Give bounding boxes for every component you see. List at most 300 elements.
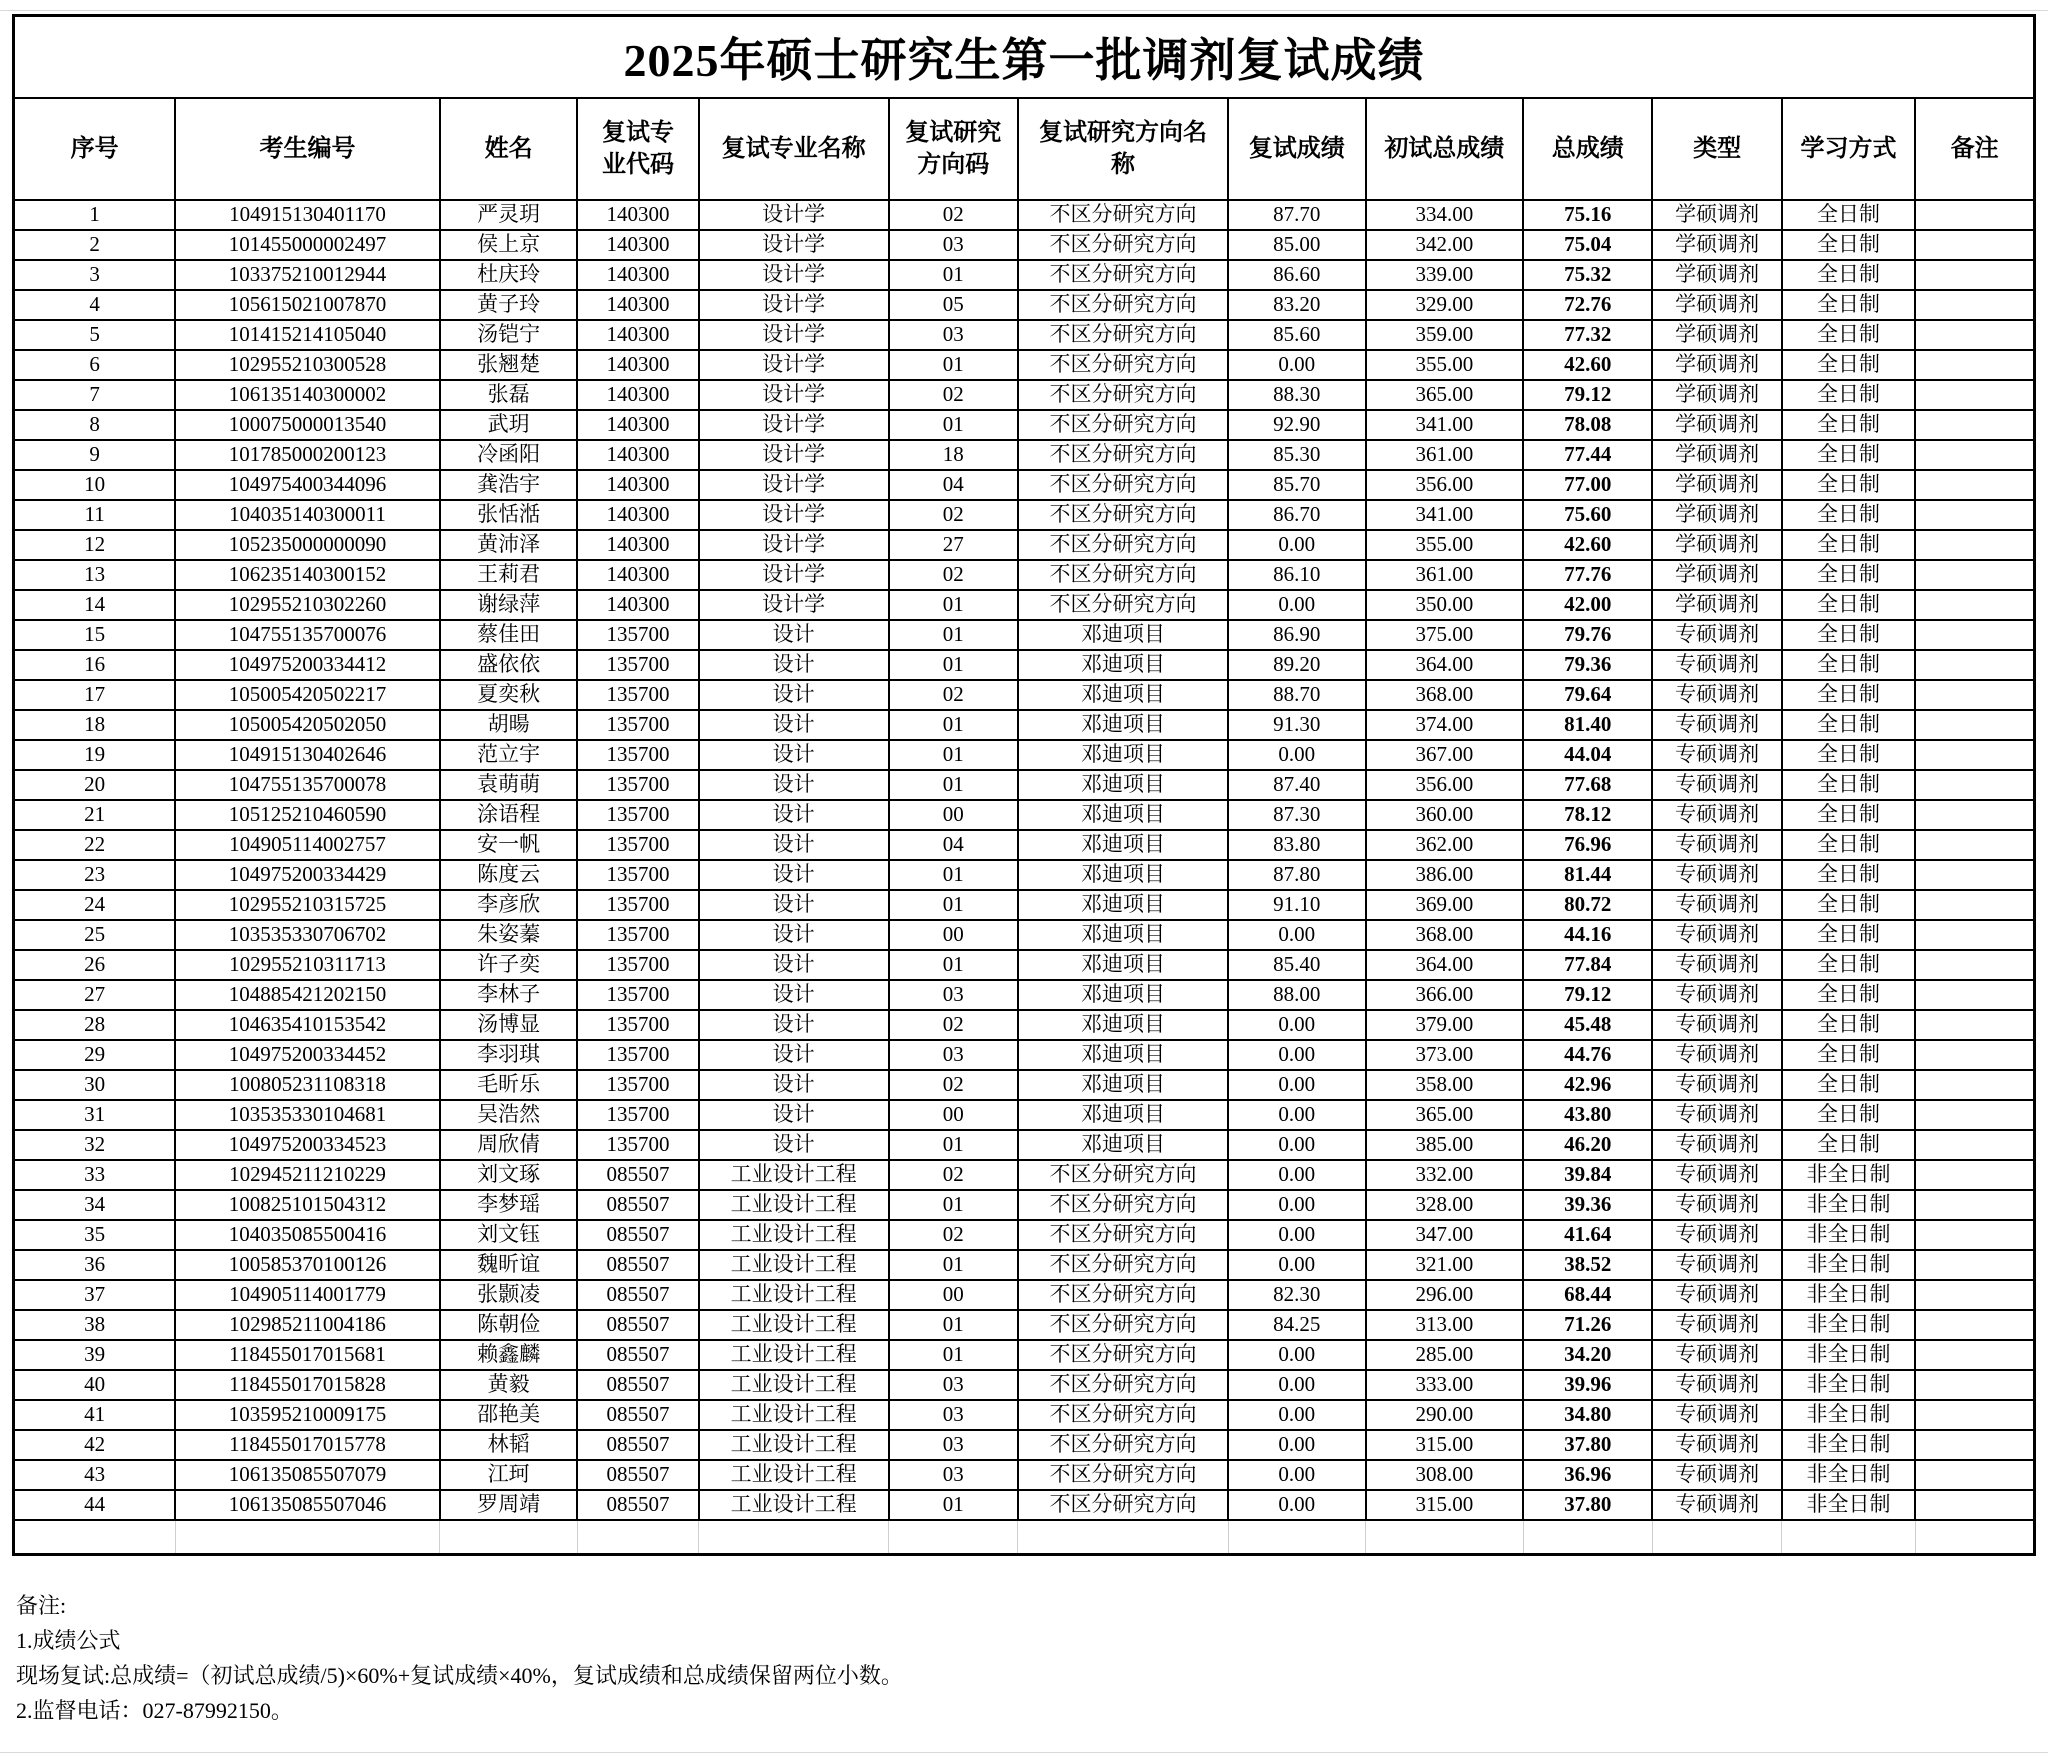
cell-r9-c12 xyxy=(1915,440,2034,470)
cell-r27-c3: 135700 xyxy=(577,980,698,1010)
cell-r23-c3: 135700 xyxy=(577,860,698,890)
cell-r5-c3: 140300 xyxy=(577,320,698,350)
table-row xyxy=(14,1190,2035,1220)
cell-r23-c1: 104975200334429 xyxy=(175,860,440,890)
cell-r2-c11: 全日制 xyxy=(1782,230,1915,260)
cell-r20-c12 xyxy=(1915,770,2034,800)
cell-r32-c11: 全日制 xyxy=(1782,1130,1915,1160)
cell-r27-c2: 李林子 xyxy=(440,980,577,1010)
cell-r5-c7: 85.60 xyxy=(1228,320,1365,350)
cell-r6-c9: 42.60 xyxy=(1523,350,1652,380)
cell-r11-c1: 104035140300011 xyxy=(175,500,440,530)
cell-r12-c3: 140300 xyxy=(577,530,698,560)
cell-r38-c3: 085507 xyxy=(577,1310,698,1340)
cell-r43-c4: 工业设计工程 xyxy=(699,1460,889,1490)
cell-r43-c8: 308.00 xyxy=(1366,1460,1524,1490)
cell-r4-c2: 黄子玲 xyxy=(440,290,577,320)
cell-r4-c5: 05 xyxy=(889,290,1018,320)
cell-r21-c1: 105125210460590 xyxy=(175,800,440,830)
cell-r26-c8: 364.00 xyxy=(1366,950,1524,980)
cell-r37-c3: 085507 xyxy=(577,1280,698,1310)
cell-r30-c12 xyxy=(1915,1070,2034,1100)
cell-r33-c12 xyxy=(1915,1160,2034,1190)
cell-r13-c10: 学硕调剂 xyxy=(1652,560,1781,590)
cell-r43-c11: 非全日制 xyxy=(1782,1460,1915,1490)
cell-r1-c4: 设计学 xyxy=(699,200,889,230)
cell-r24-c10: 专硕调剂 xyxy=(1652,890,1781,920)
cell-r33-c8: 332.00 xyxy=(1366,1160,1524,1190)
table-row xyxy=(14,920,2035,950)
cell-r9-c11: 全日制 xyxy=(1782,440,1915,470)
cell-r36-c10: 专硕调剂 xyxy=(1652,1250,1781,1280)
cell-r9-c2: 冷函阳 xyxy=(440,440,577,470)
cell-r20-c4: 设计 xyxy=(699,770,889,800)
cell-r14-c1: 102955210302260 xyxy=(175,590,440,620)
cell-r28-c4: 设计 xyxy=(699,1010,889,1040)
cell-r32-c4: 设计 xyxy=(699,1130,889,1160)
cell-r38-c5: 01 xyxy=(889,1310,1018,1340)
cell-r5-c0: 5 xyxy=(14,320,176,350)
cell-r16-c8: 364.00 xyxy=(1366,650,1524,680)
table-row xyxy=(14,1340,2035,1370)
cell-r25-c0: 25 xyxy=(14,920,176,950)
cell-r30-c3: 135700 xyxy=(577,1070,698,1100)
cell-r25-c6: 邓迪项目 xyxy=(1018,920,1228,950)
cell-r8-c1: 100075000013540 xyxy=(175,410,440,440)
cell-r20-c11: 全日制 xyxy=(1782,770,1915,800)
cell-r37-c10: 专硕调剂 xyxy=(1652,1280,1781,1310)
cell-r2-c10: 学硕调剂 xyxy=(1652,230,1781,260)
cell-r8-c11: 全日制 xyxy=(1782,410,1915,440)
cell-r18-c9: 81.40 xyxy=(1523,710,1652,740)
cell-r4-c11: 全日制 xyxy=(1782,290,1915,320)
cell-r26-c12 xyxy=(1915,950,2034,980)
cell-r22-c10: 专硕调剂 xyxy=(1652,830,1781,860)
cell-r27-c5: 03 xyxy=(889,980,1018,1010)
cell-r21-c6: 邓迪项目 xyxy=(1018,800,1228,830)
cell-r6-c5: 01 xyxy=(889,350,1018,380)
cell-r18-c12 xyxy=(1915,710,2034,740)
cell-r22-c9: 76.96 xyxy=(1523,830,1652,860)
cell-r37-c0: 37 xyxy=(14,1280,176,1310)
cell-r35-c6: 不区分研究方向 xyxy=(1018,1220,1228,1250)
cell-r18-c11: 全日制 xyxy=(1782,710,1915,740)
cell-r11-c5: 02 xyxy=(889,500,1018,530)
cell-r10-c2: 龚浩宇 xyxy=(440,470,577,500)
cell-r15-c0: 15 xyxy=(14,620,176,650)
cell-r44-c6: 不区分研究方向 xyxy=(1018,1490,1228,1520)
cell-r28-c5: 02 xyxy=(889,1010,1018,1040)
cell-r30-c0: 30 xyxy=(14,1070,176,1100)
scores-table xyxy=(12,14,2036,1556)
cell-r34-c1: 100825101504312 xyxy=(175,1190,440,1220)
cell-r42-c9: 37.80 xyxy=(1523,1430,1652,1460)
cell-r16-c2: 盛依依 xyxy=(440,650,577,680)
cell-r15-c12 xyxy=(1915,620,2034,650)
cell-r12-c10: 学硕调剂 xyxy=(1652,530,1781,560)
cell-r8-c2: 武玥 xyxy=(440,410,577,440)
cell-r3-c7: 86.60 xyxy=(1228,260,1365,290)
table-row xyxy=(14,980,2035,1010)
cell-r20-c1: 104755135700078 xyxy=(175,770,440,800)
cell-r17-c10: 专硕调剂 xyxy=(1652,680,1781,710)
cell-r30-c7: 0.00 xyxy=(1228,1070,1365,1100)
cell-r28-c3: 135700 xyxy=(577,1010,698,1040)
cell-r19-c11: 全日制 xyxy=(1782,740,1915,770)
cell-r25-c5: 00 xyxy=(889,920,1018,950)
cell-r35-c12 xyxy=(1915,1220,2034,1250)
cell-r15-c11: 全日制 xyxy=(1782,620,1915,650)
cell-r5-c2: 汤铠宁 xyxy=(440,320,577,350)
cell-r33-c2: 刘文琢 xyxy=(440,1160,577,1190)
table-row xyxy=(14,1100,2035,1130)
cell-r29-c11: 全日制 xyxy=(1782,1040,1915,1070)
cell-r24-c8: 369.00 xyxy=(1366,890,1524,920)
cell-r12-c7: 0.00 xyxy=(1228,530,1365,560)
cell-r13-c8: 361.00 xyxy=(1366,560,1524,590)
cell-r30-c5: 02 xyxy=(889,1070,1018,1100)
cell-r12-c12 xyxy=(1915,530,2034,560)
cell-r3-c4: 设计学 xyxy=(699,260,889,290)
cell-r41-c2: 邵艳美 xyxy=(440,1400,577,1430)
cell-r29-c5: 03 xyxy=(889,1040,1018,1070)
cell-r30-c10: 专硕调剂 xyxy=(1652,1070,1781,1100)
cell-r39-c4: 工业设计工程 xyxy=(699,1340,889,1370)
cell-r10-c0: 10 xyxy=(14,470,176,500)
cell-r36-c9: 38.52 xyxy=(1523,1250,1652,1280)
cell-r31-c9: 43.80 xyxy=(1523,1100,1652,1130)
cell-r13-c6: 不区分研究方向 xyxy=(1018,560,1228,590)
cell-r27-c8: 366.00 xyxy=(1366,980,1524,1010)
cell-r3-c1: 103375210012944 xyxy=(175,260,440,290)
table-row xyxy=(14,230,2035,260)
table-row xyxy=(14,1250,2035,1280)
cell-r11-c7: 86.70 xyxy=(1228,500,1365,530)
cell-r44-c3: 085507 xyxy=(577,1490,698,1520)
cell-r28-c10: 专硕调剂 xyxy=(1652,1010,1781,1040)
cell-r16-c5: 01 xyxy=(889,650,1018,680)
excel-gridline-bottom xyxy=(0,1752,2048,1753)
cell-r29-c4: 设计 xyxy=(699,1040,889,1070)
cell-r13-c11: 全日制 xyxy=(1782,560,1915,590)
cell-r12-c1: 105235000000090 xyxy=(175,530,440,560)
cell-r39-c9: 34.20 xyxy=(1523,1340,1652,1370)
cell-r39-c7: 0.00 xyxy=(1228,1340,1365,1370)
table-row xyxy=(14,440,2035,470)
footer-notes xyxy=(16,1588,903,1728)
cell-r6-c6: 不区分研究方向 xyxy=(1018,350,1228,380)
cell-r10-c10: 学硕调剂 xyxy=(1652,470,1781,500)
cell-r22-c12 xyxy=(1915,830,2034,860)
cell-r3-c8: 339.00 xyxy=(1366,260,1524,290)
cell-r4-c3: 140300 xyxy=(577,290,698,320)
cell-r18-c5: 01 xyxy=(889,710,1018,740)
cell-r13-c7: 86.10 xyxy=(1228,560,1365,590)
cell-r6-c10: 学硕调剂 xyxy=(1652,350,1781,380)
column-header-6: 复试研究方向名称 xyxy=(1018,98,1228,200)
table-row xyxy=(14,1040,2035,1070)
cell-r11-c12 xyxy=(1915,500,2034,530)
cell-r9-c1: 101785000200123 xyxy=(175,440,440,470)
cell-r30-c2: 毛昕乐 xyxy=(440,1070,577,1100)
cell-r28-c7: 0.00 xyxy=(1228,1010,1365,1040)
cell-r29-c9: 44.76 xyxy=(1523,1040,1652,1070)
cell-r21-c9: 78.12 xyxy=(1523,800,1652,830)
cell-r41-c7: 0.00 xyxy=(1228,1400,1365,1430)
cell-r40-c7: 0.00 xyxy=(1228,1370,1365,1400)
cell-r38-c4: 工业设计工程 xyxy=(699,1310,889,1340)
cell-r17-c3: 135700 xyxy=(577,680,698,710)
cell-r9-c5: 18 xyxy=(889,440,1018,470)
cell-r14-c2: 谢绿萍 xyxy=(440,590,577,620)
cell-r44-c10: 专硕调剂 xyxy=(1652,1490,1781,1520)
cell-r21-c11: 全日制 xyxy=(1782,800,1915,830)
cell-r5-c12 xyxy=(1915,320,2034,350)
cell-r19-c6: 邓迪项目 xyxy=(1018,740,1228,770)
cell-r22-c4: 设计 xyxy=(699,830,889,860)
cell-r30-c6: 邓迪项目 xyxy=(1018,1070,1228,1100)
cell-r12-c4: 设计学 xyxy=(699,530,889,560)
table-row xyxy=(14,1370,2035,1400)
cell-r16-c10: 专硕调剂 xyxy=(1652,650,1781,680)
cell-r42-c12 xyxy=(1915,1430,2034,1460)
cell-r8-c4: 设计学 xyxy=(699,410,889,440)
cell-r31-c2: 吴浩然 xyxy=(440,1100,577,1130)
cell-r5-c11: 全日制 xyxy=(1782,320,1915,350)
cell-r11-c0: 11 xyxy=(14,500,176,530)
table-row xyxy=(14,1490,2035,1520)
cell-r19-c2: 范立宇 xyxy=(440,740,577,770)
cell-r23-c12 xyxy=(1915,860,2034,890)
cell-r21-c10: 专硕调剂 xyxy=(1652,800,1781,830)
cell-r19-c8: 367.00 xyxy=(1366,740,1524,770)
cell-r43-c3: 085507 xyxy=(577,1460,698,1490)
cell-r15-c10: 专硕调剂 xyxy=(1652,620,1781,650)
column-header-5: 复试研究方向码 xyxy=(889,98,1018,200)
cell-r36-c8: 321.00 xyxy=(1366,1250,1524,1280)
cell-r37-c12 xyxy=(1915,1280,2034,1310)
table-row xyxy=(14,500,2035,530)
cell-r5-c10: 学硕调剂 xyxy=(1652,320,1781,350)
cell-r12-c5: 27 xyxy=(889,530,1018,560)
cell-r42-c5: 03 xyxy=(889,1430,1018,1460)
cell-r38-c6: 不区分研究方向 xyxy=(1018,1310,1228,1340)
cell-r10-c8: 356.00 xyxy=(1366,470,1524,500)
cell-r39-c2: 赖鑫麟 xyxy=(440,1340,577,1370)
cell-r20-c8: 356.00 xyxy=(1366,770,1524,800)
cell-r25-c8: 368.00 xyxy=(1366,920,1524,950)
cell-r39-c3: 085507 xyxy=(577,1340,698,1370)
cell-r23-c11: 全日制 xyxy=(1782,860,1915,890)
table-row xyxy=(14,530,2035,560)
cell-r12-c8: 355.00 xyxy=(1366,530,1524,560)
cell-r33-c5: 02 xyxy=(889,1160,1018,1190)
cell-r18-c7: 91.30 xyxy=(1228,710,1365,740)
cell-r29-c7: 0.00 xyxy=(1228,1040,1365,1070)
cell-r9-c4: 设计学 xyxy=(699,440,889,470)
cell-r32-c8: 385.00 xyxy=(1366,1130,1524,1160)
cell-r44-c7: 0.00 xyxy=(1228,1490,1365,1520)
column-header-9: 总成绩 xyxy=(1523,98,1652,200)
cell-r33-c9: 39.84 xyxy=(1523,1160,1652,1190)
cell-r17-c12 xyxy=(1915,680,2034,710)
cell-r2-c7: 85.00 xyxy=(1228,230,1365,260)
cell-r26-c9: 77.84 xyxy=(1523,950,1652,980)
cell-r28-c2: 汤博显 xyxy=(440,1010,577,1040)
cell-r19-c4: 设计 xyxy=(699,740,889,770)
cell-r34-c0: 34 xyxy=(14,1190,176,1220)
cell-r33-c11: 非全日制 xyxy=(1782,1160,1915,1190)
cell-r29-c8: 373.00 xyxy=(1366,1040,1524,1070)
cell-r6-c7: 0.00 xyxy=(1228,350,1365,380)
cell-r41-c6: 不区分研究方向 xyxy=(1018,1400,1228,1430)
cell-r3-c12 xyxy=(1915,260,2034,290)
cell-r8-c9: 78.08 xyxy=(1523,410,1652,440)
cell-r9-c6: 不区分研究方向 xyxy=(1018,440,1228,470)
cell-r41-c3: 085507 xyxy=(577,1400,698,1430)
cell-r44-c11: 非全日制 xyxy=(1782,1490,1915,1520)
cell-r14-c7: 0.00 xyxy=(1228,590,1365,620)
cell-r40-c4: 工业设计工程 xyxy=(699,1370,889,1400)
cell-r25-c4: 设计 xyxy=(699,920,889,950)
cell-r14-c0: 14 xyxy=(14,590,176,620)
cell-r1-c7: 87.70 xyxy=(1228,200,1365,230)
cell-r9-c9: 77.44 xyxy=(1523,440,1652,470)
cell-r26-c10: 专硕调剂 xyxy=(1652,950,1781,980)
cell-r29-c6: 邓迪项目 xyxy=(1018,1040,1228,1070)
cell-r41-c0: 41 xyxy=(14,1400,176,1430)
column-header-4: 复试专业名称 xyxy=(699,98,889,200)
cell-r34-c2: 李梦瑶 xyxy=(440,1190,577,1220)
cell-r6-c12 xyxy=(1915,350,2034,380)
cell-r1-c0: 1 xyxy=(14,200,176,230)
cell-r9-c7: 85.30 xyxy=(1228,440,1365,470)
cell-r24-c12 xyxy=(1915,890,2034,920)
cell-r40-c3: 085507 xyxy=(577,1370,698,1400)
cell-r14-c3: 140300 xyxy=(577,590,698,620)
cell-r22-c2: 安一帆 xyxy=(440,830,577,860)
cell-r31-c11: 全日制 xyxy=(1782,1100,1915,1130)
cell-r26-c5: 01 xyxy=(889,950,1018,980)
cell-r41-c11: 非全日制 xyxy=(1782,1400,1915,1430)
table-row xyxy=(14,1280,2035,1310)
cell-r40-c10: 专硕调剂 xyxy=(1652,1370,1781,1400)
cell-r18-c1: 105005420502050 xyxy=(175,710,440,740)
cell-r4-c12 xyxy=(1915,290,2034,320)
cell-r25-c12 xyxy=(1915,920,2034,950)
empty-cell xyxy=(175,1520,440,1555)
cell-r15-c2: 蔡佳田 xyxy=(440,620,577,650)
cell-r19-c1: 104915130402646 xyxy=(175,740,440,770)
cell-r24-c7: 91.10 xyxy=(1228,890,1365,920)
table-row xyxy=(14,710,2035,740)
cell-r26-c4: 设计 xyxy=(699,950,889,980)
cell-r8-c10: 学硕调剂 xyxy=(1652,410,1781,440)
table-row xyxy=(14,650,2035,680)
cell-r2-c6: 不区分研究方向 xyxy=(1018,230,1228,260)
cell-r33-c0: 33 xyxy=(14,1160,176,1190)
cell-r1-c11: 全日制 xyxy=(1782,200,1915,230)
cell-r35-c10: 专硕调剂 xyxy=(1652,1220,1781,1250)
table-row xyxy=(14,1430,2035,1460)
cell-r10-c3: 140300 xyxy=(577,470,698,500)
empty-row xyxy=(14,1520,2035,1555)
cell-r23-c7: 87.80 xyxy=(1228,860,1365,890)
cell-r17-c1: 105005420502217 xyxy=(175,680,440,710)
cell-r7-c7: 88.30 xyxy=(1228,380,1365,410)
cell-r15-c8: 375.00 xyxy=(1366,620,1524,650)
cell-r11-c6: 不区分研究方向 xyxy=(1018,500,1228,530)
cell-r17-c11: 全日制 xyxy=(1782,680,1915,710)
cell-r40-c9: 39.96 xyxy=(1523,1370,1652,1400)
cell-r35-c7: 0.00 xyxy=(1228,1220,1365,1250)
cell-r7-c4: 设计学 xyxy=(699,380,889,410)
table-row xyxy=(14,1160,2035,1190)
cell-r16-c11: 全日制 xyxy=(1782,650,1915,680)
cell-r26-c11: 全日制 xyxy=(1782,950,1915,980)
table-row xyxy=(14,200,2035,230)
cell-r42-c4: 工业设计工程 xyxy=(699,1430,889,1460)
cell-r6-c4: 设计学 xyxy=(699,350,889,380)
cell-r10-c5: 04 xyxy=(889,470,1018,500)
cell-r27-c11: 全日制 xyxy=(1782,980,1915,1010)
cell-r29-c3: 135700 xyxy=(577,1040,698,1070)
cell-r21-c12 xyxy=(1915,800,2034,830)
empty-cell xyxy=(1782,1520,1915,1555)
cell-r38-c1: 102985211004186 xyxy=(175,1310,440,1340)
cell-r26-c2: 许子奕 xyxy=(440,950,577,980)
cell-r17-c9: 79.64 xyxy=(1523,680,1652,710)
cell-r13-c12 xyxy=(1915,560,2034,590)
excel-gridline-top xyxy=(0,10,2048,11)
cell-r41-c1: 103595210009175 xyxy=(175,1400,440,1430)
footer-note-line: 备注: xyxy=(16,1593,67,1618)
cell-r14-c12 xyxy=(1915,590,2034,620)
cell-r29-c10: 专硕调剂 xyxy=(1652,1040,1781,1070)
cell-r7-c3: 140300 xyxy=(577,380,698,410)
cell-r39-c10: 专硕调剂 xyxy=(1652,1340,1781,1370)
cell-r28-c6: 邓迪项目 xyxy=(1018,1010,1228,1040)
cell-r29-c1: 104975200334452 xyxy=(175,1040,440,1070)
cell-r10-c7: 85.70 xyxy=(1228,470,1365,500)
cell-r11-c11: 全日制 xyxy=(1782,500,1915,530)
cell-r20-c10: 专硕调剂 xyxy=(1652,770,1781,800)
cell-r40-c1: 118455017015828 xyxy=(175,1370,440,1400)
cell-r16-c7: 89.20 xyxy=(1228,650,1365,680)
cell-r6-c8: 355.00 xyxy=(1366,350,1524,380)
cell-r12-c11: 全日制 xyxy=(1782,530,1915,560)
cell-r7-c10: 学硕调剂 xyxy=(1652,380,1781,410)
cell-r30-c11: 全日制 xyxy=(1782,1070,1915,1100)
column-header-8: 初试总成绩 xyxy=(1366,98,1524,200)
cell-r21-c0: 21 xyxy=(14,800,176,830)
empty-cell xyxy=(14,1520,176,1555)
cell-r29-c12 xyxy=(1915,1040,2034,1070)
cell-r4-c6: 不区分研究方向 xyxy=(1018,290,1228,320)
cell-r26-c6: 邓迪项目 xyxy=(1018,950,1228,980)
cell-r21-c8: 360.00 xyxy=(1366,800,1524,830)
table-row xyxy=(14,680,2035,710)
cell-r37-c4: 工业设计工程 xyxy=(699,1280,889,1310)
cell-r2-c1: 101455000002497 xyxy=(175,230,440,260)
table-row xyxy=(14,1310,2035,1340)
cell-r22-c1: 104905114002757 xyxy=(175,830,440,860)
cell-r26-c7: 85.40 xyxy=(1228,950,1365,980)
cell-r14-c8: 350.00 xyxy=(1366,590,1524,620)
cell-r3-c11: 全日制 xyxy=(1782,260,1915,290)
column-header-1: 考生编号 xyxy=(175,98,440,200)
cell-r43-c6: 不区分研究方向 xyxy=(1018,1460,1228,1490)
